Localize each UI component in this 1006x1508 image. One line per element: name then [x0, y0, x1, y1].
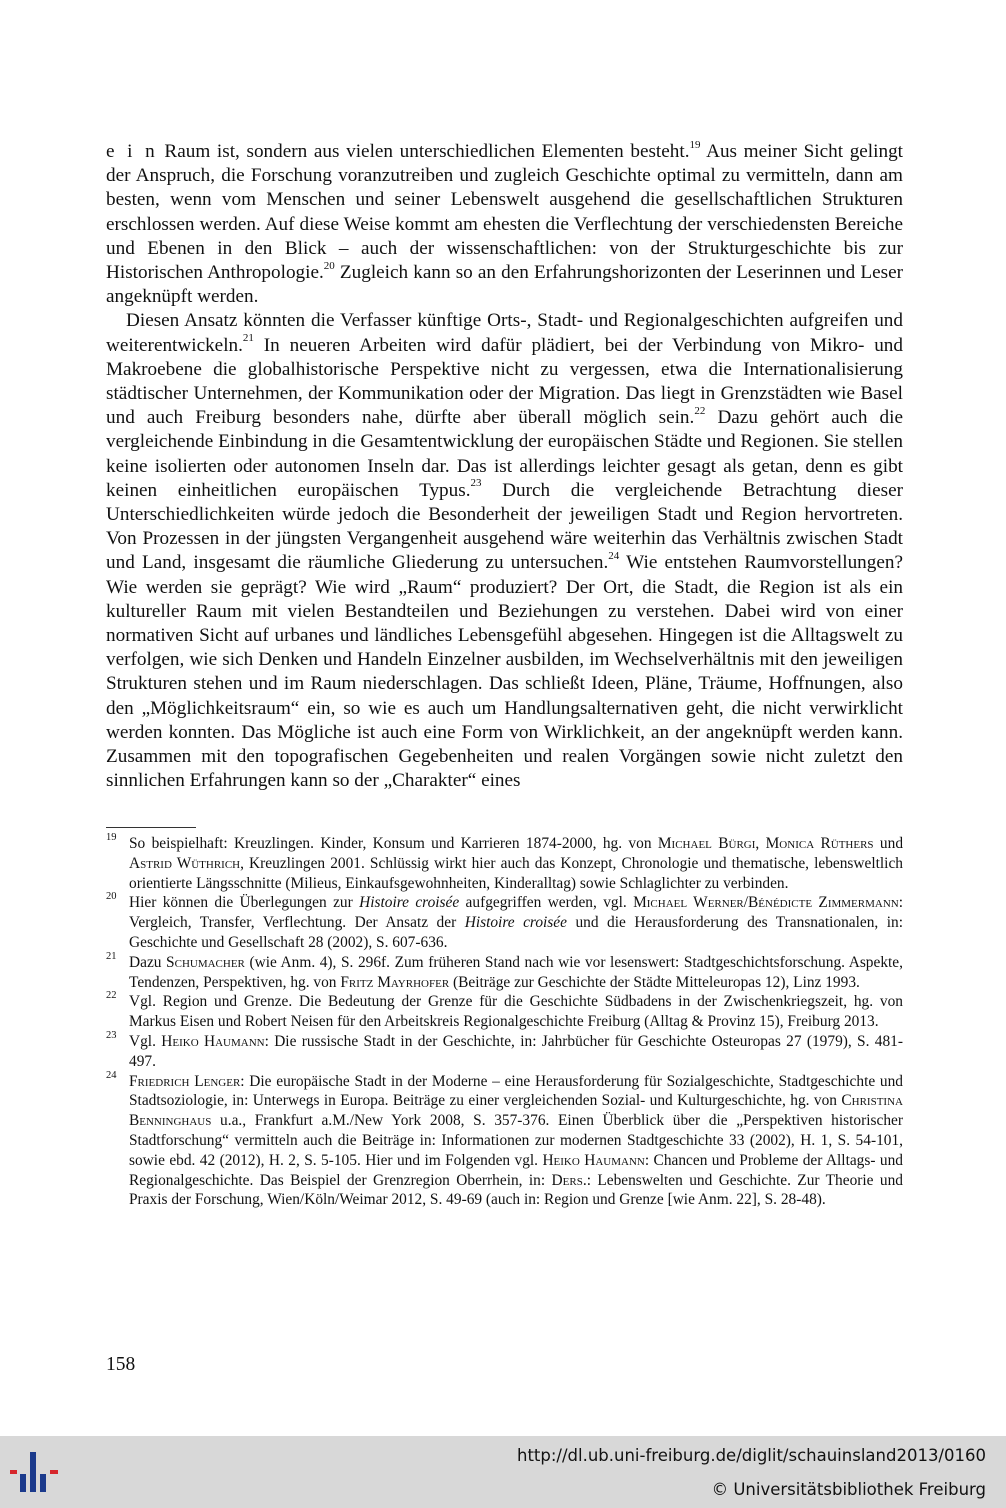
text-run: , [755, 835, 766, 852]
text-run: In neueren Arbeiten wird dafür plädiert, bei der Verbindung von Mikro- und Makroebene die globalhistorische Perspektive nicht zu vergessen, etwa die Internationalisierung städtischer Unternehmen, der Kommunikation oder der Migration. Das liegt in Grenzstädten wie Basel und auch Freiburg besonders nahe, dürfte aber überall möglich sein. [106, 334, 903, 429]
text-run: Aus meiner Sicht gelingt der Anspruch, die Forschung voranzutreiben und zugleich Geschichte optimal zu vermitteln, dann am besten, wenn vom Menschen und seiner Lebenswelt ausgehend die gesellschaftlichen Strukturen erschlossen werden. Auf diese Weise kommt am ehesten die Verflechtung der verschiedensten Bereiche und Ebenen in den Blick – auch der wissenschaftlichen: von der Strukturgeschichte bis zur Historischen Anthropologie. [106, 141, 903, 284]
footnote-ref-20[interactable]: 20 [323, 259, 335, 272]
text-run: Hier können die Überlegungen zur [129, 894, 360, 912]
author-name: Michael Werner/Bénédicte Zimmermann [633, 894, 899, 912]
author-name: Astrid Wüthrich [129, 854, 241, 872]
text-run: Vgl. Region und Grenze. Die Bedeutung der Grenze für die Geschichte Südbadens in der Zwischenkriegszeit, hg. von Markus Eisen und Robert Neisen für den Arbeitskreis Regionalgeschichte Freiburg (Alltag & Provinz 15), Freiburg 2013. [129, 993, 903, 1031]
author-name: Michael Bürgi [657, 835, 756, 852]
text-run: u.a., Frankfurt a.M./New York 2008, S. 357-376. Einen Überblick über die „Perspektiven historischer Stadtforschung“ vermitteln auch die Beiträge in: Informationen zur modernen Stadtgeschichte 33 (2002), H. 1, S. 54-101, sowie ebd. 42 (2012), H. 2, S. 5-105. Hier und im Folgenden vgl. [129, 1112, 903, 1169]
footnote-ref-21[interactable]: 21 [242, 332, 254, 345]
footnote-24 [106, 1069, 903, 1211]
text-run: Dazu gehört auch die vergleichende Einbindung in die Gesamtentwicklung der europäischen Städte und Regionen. Sie stellen keine isolierten oder autonomen Inseln dar. Das ist allerdings leichter gesagt als getan, denn es gibt keinen einheitlichen europäischen Typus. [106, 407, 903, 501]
italic-term: Histoire croisée [359, 894, 460, 912]
footnote-ref-24[interactable]: 24 [608, 550, 620, 563]
text-run: : Vergleich, Transfer, Verflechtung. Der Ansatz der [129, 894, 903, 932]
footnote-22 [106, 992, 903, 1032]
author-name: Monica Rüthers [765, 835, 874, 852]
footnotes [106, 834, 903, 1210]
text-run: Raum ist, sondern aus vielen unterschiedlichen Elementen besteht. [157, 141, 690, 162]
text-run: Zugleich kann so an den Erfahrungshorizonten der Leserinnen und Leser angeknüpft werden. [106, 262, 903, 308]
text-run: Diesen Ansatz könnten die Verfasser künftige Orts-, Stadt- und Regionalgeschichten aufgreifen und weiterentwickeln. [106, 310, 903, 356]
text-run: : Chancen und Probleme der Alltags- und Regionalgeschichte. Das Beispiel der Grenzregion Oberrhein, in: [129, 1151, 903, 1189]
text-run: , Kreuzlingen 2001. Schlüssig wirkt hier auch das Konzept, Chronologie und thematische, lebensweltlich orientierte Längsschnitte (Milieus, Einkaufsgewohnheiten, Kinderalltag) sowie Schlaglichter zu verbinden. [129, 854, 903, 892]
text-run: : Die russische Stadt in der Geschichte, in: Jahrbücher für Geschichte Osteuropas 27 (1979), S. 481-497. [129, 1032, 903, 1070]
footnote-ref-19[interactable]: 19 [689, 138, 701, 151]
text-run: Durch die vergleichende Betrachtung dieser Unterschiedlichkeiten würde jedoch die Besonderheit der jeweiligen Stadt und Region hervortreten. Von Prozessen in der jüngsten Vergangenheit ausgehend wäre weiterhin das Verhältnis zwischen Stadt und Land, insgesamt die räumliche Gliederung zu untersuchen. [106, 479, 903, 574]
footnote-number: 21 [106, 950, 117, 962]
text-run: So beispielhaft: Kreuzlingen. Kinder, Konsum und Karrieren 1874-2000, hg. von [129, 835, 658, 852]
text-run: Dazu [129, 953, 167, 971]
footer-bar [0, 1436, 1006, 1508]
author-name: Ders. [551, 1171, 587, 1189]
text-run: (Beiträge zur Geschichte der Städte Mitteleuropas 12), Linz 1993. [449, 973, 860, 991]
author-name: Heiko Haumann [542, 1151, 645, 1169]
copyright-notice: © Universitätsbibliothek Freiburg [711, 1480, 986, 1499]
footnote-21 [106, 950, 903, 993]
author-name: Heiko Haumann [161, 1032, 265, 1050]
footnote-number: 19 [106, 832, 117, 843]
footnote-number: 20 [106, 891, 117, 903]
footnote-ref-22[interactable]: 22 [694, 404, 706, 417]
footnote-number: 22 [106, 990, 117, 1002]
text-run: und [873, 835, 904, 852]
text-run: : Die europäische Stadt in der Moderne – eine Herausforderung für Sozialgeschichte, Stadtgeschichte und Stadtsoziologie, in: Unterwegs in Europa. Beiträge zu einer vergleichenden Sozial- und Kulturgeschichte, hg. von [129, 1072, 903, 1110]
text-run: und die Herausforderung des Transnationalen, in: Geschichte und Gesellschaft 28 (2002), S. 607-636. [129, 914, 903, 951]
text-run: Vgl. [129, 1032, 162, 1050]
footnote-number: 23 [106, 1029, 117, 1041]
text-run: Wie entstehen Raumvorstellungen? Wie werden sie geprägt? Wie wird „Raum“ produziert? Der Ort, die Stadt, die Region ist als ein kultureller Raum mit vielen Bestandteilen und Beziehungen zu verstehen. Dabei wird von einer normativen Sicht auf urbanes und ländliches Lebensgefühl abgesehen. Hingegen ist die Alltagswelt zu verfolgen, wie sich Denken und Handeln Einzelner ausbilden, im Wechselverhältnis mit den jeweiligen Strukturen stehen und im Raum niederschlagen. Das schließt Ideen, Pläne, Träume, Hoffnungen, also den „Möglichkeitsraum“ ein, so wie es auch um Handlungsalternativen geht, die nicht verwirklicht werden konnten. Das Mögliche ist auch eine Form von Wirklichkeit, an der angeknüpft werden kann. Zusammen mit den topografischen Gegebenheiten und realen Vorgängen sowie nicht zuletzt den sinnlichen Erfahrungen kann so der „Charakter“ eines [106, 552, 903, 792]
footnote-number: 24 [106, 1069, 117, 1081]
author-name: Friedrich Lenger [129, 1072, 241, 1090]
footnote-23 [106, 1029, 903, 1072]
paragraph-2 [106, 309, 903, 793]
page-number: 158 [106, 1354, 136, 1375]
text-run: (wie Anm. 4), S. 296f. Zum früheren Stand nach wie vor lesenswert: Stadtgeschichtsforschung. Aspekte, Tendenzen, Perspektiven, hg. von [129, 953, 903, 991]
footnote-19 [106, 834, 903, 893]
italic-term: Histoire croisée [464, 914, 567, 932]
author-name: Christina Benninghaus [129, 1092, 903, 1130]
main-text [106, 140, 903, 793]
author-name: Schumacher [166, 953, 245, 971]
text-run: aufgegriffen werden, vgl. [459, 894, 634, 912]
author-name: Fritz Mayrhofer [340, 973, 450, 991]
footnote-separator [106, 827, 196, 828]
footnote-ref-23[interactable]: 23 [470, 477, 482, 490]
text-run: : Lebenswelten und Geschichte. Zur Theorie und Praxis der Forschung, Wien/Köln/Weimar 2012, S. 49-69 (auch in: Region und Grenze [wie Anm. 22], S. 28-48). [129, 1171, 903, 1209]
footnote-20 [106, 893, 903, 952]
spaced-word: e i n [106, 141, 158, 162]
source-url-link[interactable]: http://dl.ub.uni-freiburg.de/diglit/schauinsland2013/0160 [516, 1446, 986, 1465]
paragraph-1 [106, 140, 903, 309]
ub-freiburg-logo-icon[interactable] [10, 1448, 66, 1496]
